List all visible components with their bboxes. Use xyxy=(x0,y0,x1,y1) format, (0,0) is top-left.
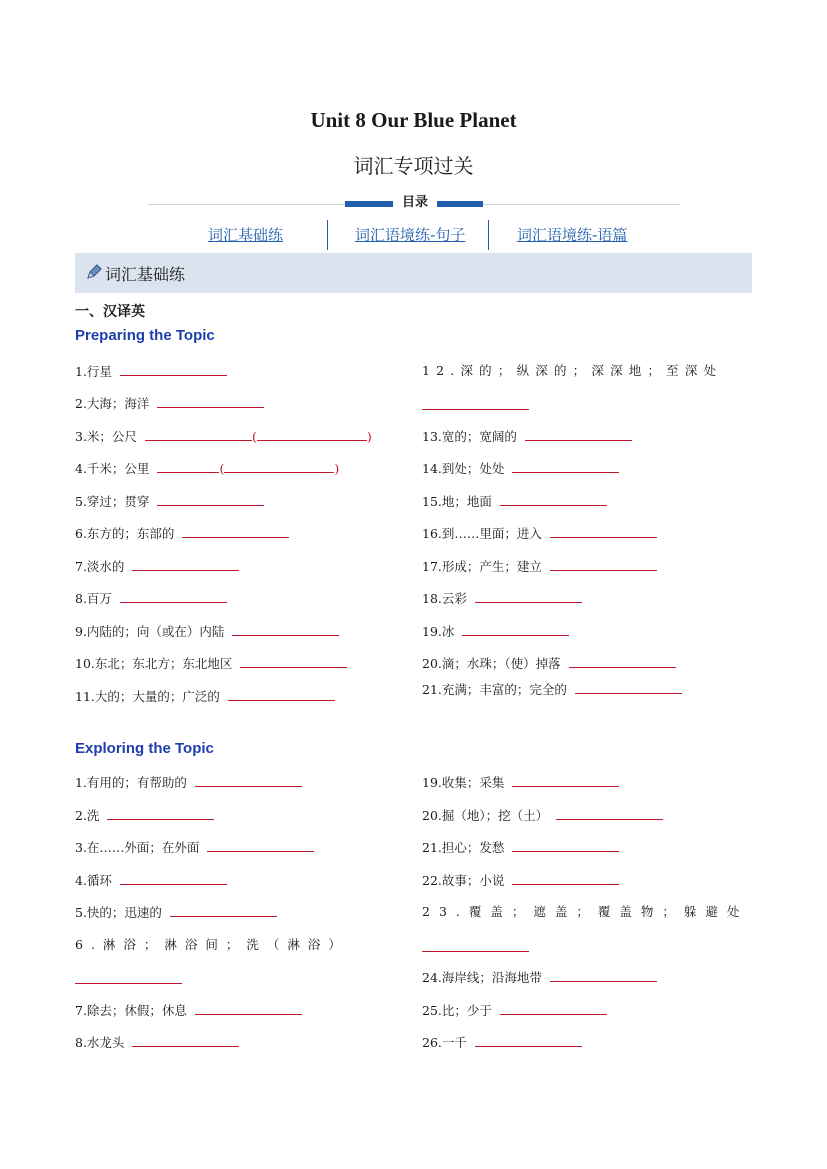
vocab-prompt: 20.掘（地）；挖（土） xyxy=(422,808,549,823)
vocab-prompt: 25.比；少于 xyxy=(422,1003,492,1018)
answer-blank[interactable] xyxy=(512,773,619,787)
paren-close: ) xyxy=(366,429,372,444)
answer-blank[interactable] xyxy=(182,524,289,538)
answer-blank[interactable] xyxy=(512,838,619,852)
answer-blank[interactable] xyxy=(550,557,657,571)
answer-blank[interactable] xyxy=(569,654,676,668)
vocab-prompt: 22.故事；小说 xyxy=(422,873,505,888)
vocab-prompt: 4.循环 xyxy=(75,873,112,888)
answer-blank[interactable] xyxy=(120,362,227,376)
vocab-prompt: 8.水龙头 xyxy=(75,1035,125,1050)
vocab-prompt: 7.淡水的 xyxy=(75,559,125,574)
answer-blank[interactable] xyxy=(224,459,334,473)
vocab-item xyxy=(75,838,314,857)
topic-heading-preparing: Preparing the Topic xyxy=(75,327,215,344)
vocab-prompt: 11.大的；大量的；广泛的 xyxy=(75,689,220,704)
answer-blank[interactable] xyxy=(550,524,657,538)
vocab-prompt: 16.到……里面；进入 xyxy=(422,526,542,541)
vocab-item xyxy=(75,773,302,792)
vocab-prompt: 1.有用的；有帮助的 xyxy=(75,775,187,790)
vocab-item xyxy=(75,622,339,641)
vocab-item xyxy=(75,871,227,890)
paren-open: ( xyxy=(251,429,257,444)
toc-separator xyxy=(327,220,328,250)
vocab-prompt: 8.百万 xyxy=(75,591,112,606)
vocab-prompt: 12.深的；纵深的；深深地；至深处 xyxy=(422,363,723,378)
toc-label: 目录 xyxy=(393,193,437,213)
vocab-item xyxy=(422,459,619,478)
vocab-item xyxy=(422,680,682,699)
answer-blank[interactable] xyxy=(500,1001,607,1015)
answer-blank[interactable] xyxy=(195,1001,302,1015)
vocab-item xyxy=(75,589,227,608)
answer-blank[interactable] xyxy=(422,951,529,952)
vocab-prompt: 26.一千 xyxy=(422,1035,467,1050)
vocab-item xyxy=(75,394,264,413)
vocab-item xyxy=(75,362,227,381)
answer-blank[interactable] xyxy=(550,968,657,982)
vocab-item xyxy=(422,1033,582,1052)
vocab-prompt: 3.在……外面；在外面 xyxy=(75,840,200,855)
vocab-item xyxy=(75,524,289,543)
toc-link-passage[interactable]: 词汇语境练-语篇 xyxy=(517,226,628,244)
vocab-item xyxy=(75,1033,239,1052)
vocab-prompt: 4.千米；公里 xyxy=(75,461,150,476)
pencil-icon xyxy=(85,263,103,285)
vocab-item xyxy=(422,622,569,641)
answer-blank[interactable] xyxy=(556,806,663,820)
vocab-item xyxy=(75,427,372,446)
toc-link-basic[interactable]: 词汇基础练 xyxy=(208,226,284,244)
vocab-item xyxy=(75,806,214,825)
vocab-prompt: 19.冰 xyxy=(422,624,455,639)
topic-heading-exploring: Exploring the Topic xyxy=(75,740,214,757)
vocab-prompt: 10.东北；东北方；东北地区 xyxy=(75,656,233,671)
vocab-prompt: 9.内陆的；向（或在）内陆 xyxy=(75,624,225,639)
vocab-item xyxy=(75,557,239,576)
toc-separator xyxy=(488,220,489,250)
answer-blank[interactable] xyxy=(512,459,619,473)
vocab-item xyxy=(422,806,663,825)
paren-close: ) xyxy=(334,461,340,476)
vocab-prompt: 3.米；公尺 xyxy=(75,429,137,444)
answer-blank[interactable] xyxy=(475,589,582,603)
vocab-item xyxy=(422,427,632,446)
vocab-prompt: 15.地；地面 xyxy=(422,494,492,509)
answer-blank[interactable] xyxy=(107,806,214,820)
answer-blank[interactable] xyxy=(145,427,252,441)
vocab-prompt: 5.穿过；贯穿 xyxy=(75,494,150,509)
vocab-prompt: 21.担心；发愁 xyxy=(422,840,505,855)
answer-blank[interactable] xyxy=(157,492,264,506)
vocab-item xyxy=(422,1001,607,1020)
vocab-item xyxy=(422,871,619,890)
page-subtitle: 词汇专项过关 xyxy=(353,154,474,178)
vocab-prompt: 20.滴；水珠；（使）掉落 xyxy=(422,656,561,671)
vocab-item xyxy=(422,654,676,673)
vocab-item xyxy=(75,654,347,673)
vocab-item xyxy=(422,524,657,543)
toc-accent-left xyxy=(345,201,393,207)
answer-blank[interactable] xyxy=(422,409,529,410)
vocab-item xyxy=(422,589,582,608)
vocab-prompt: 24.海岸线；沿海地带 xyxy=(422,970,542,985)
vocab-prompt: 13.宽的；宽阔的 xyxy=(422,429,517,444)
answer-blank[interactable] xyxy=(195,773,302,787)
paren-open: ( xyxy=(219,461,225,476)
vocab-prompt: 6.淋浴；淋浴间；洗（淋浴） xyxy=(75,937,349,952)
answer-blank[interactable] xyxy=(157,394,264,408)
vocab-item xyxy=(75,492,264,511)
vocab-prompt: 17.形成；产生；建立 xyxy=(422,559,542,574)
vocab-prompt: 5.快的；迅速的 xyxy=(75,905,162,920)
vocab-item xyxy=(422,492,607,511)
vocab-prompt: 6.东方的；东部的 xyxy=(75,526,175,541)
vocab-item xyxy=(422,773,619,792)
answer-blank[interactable] xyxy=(575,680,682,694)
toc-link-sentence[interactable]: 词汇语境练-句子 xyxy=(355,226,466,244)
vocab-prompt: 18.云彩 xyxy=(422,591,467,606)
section-header xyxy=(75,253,752,293)
answer-blank[interactable] xyxy=(75,983,182,984)
answer-blank[interactable] xyxy=(232,622,339,636)
vocab-item xyxy=(75,687,335,706)
answer-blank[interactable] xyxy=(257,427,367,441)
answer-blank[interactable] xyxy=(170,903,277,917)
answer-blank[interactable] xyxy=(120,871,227,885)
vocab-item xyxy=(75,903,277,922)
answer-blank[interactable] xyxy=(462,622,569,636)
vocab-item xyxy=(422,968,657,987)
vocab-prompt: 21.充满；丰富的；完全的 xyxy=(422,682,567,697)
answer-blank[interactable] xyxy=(132,1033,239,1047)
vocab-prompt: 19.收集；采集 xyxy=(422,775,505,790)
vocab-prompt: 2.洗 xyxy=(75,808,100,823)
answer-blank[interactable] xyxy=(500,492,607,506)
vocab-prompt: 14.到处；处处 xyxy=(422,461,505,476)
vocab-item xyxy=(75,459,339,478)
section-title: 词汇基础练 xyxy=(105,265,186,284)
answer-blank[interactable] xyxy=(512,871,619,885)
answer-blank[interactable] xyxy=(475,1033,582,1047)
vocab-prompt: 23.覆盖；遮盖；覆盖物；躲避处 xyxy=(422,904,749,919)
vocab-prompt: 1.行星 xyxy=(75,364,112,379)
toc-accent-right xyxy=(437,201,483,207)
vocab-item xyxy=(422,838,619,857)
answer-blank[interactable] xyxy=(525,427,632,441)
answer-blank[interactable] xyxy=(228,687,335,701)
vocab-prompt: 7.除去；休假；休息 xyxy=(75,1003,187,1018)
answer-blank[interactable] xyxy=(207,838,314,852)
part-heading: 一、汉译英 xyxy=(75,304,145,320)
vocab-item xyxy=(75,1001,302,1020)
answer-blank[interactable] xyxy=(157,459,219,473)
vocab-prompt: 2.大海；海洋 xyxy=(75,396,150,411)
answer-blank[interactable] xyxy=(240,654,347,668)
vocab-item xyxy=(422,557,657,576)
answer-blank[interactable] xyxy=(120,589,227,603)
page-title: Unit 8 Our Blue Planet xyxy=(310,108,517,132)
answer-blank[interactable] xyxy=(132,557,239,571)
